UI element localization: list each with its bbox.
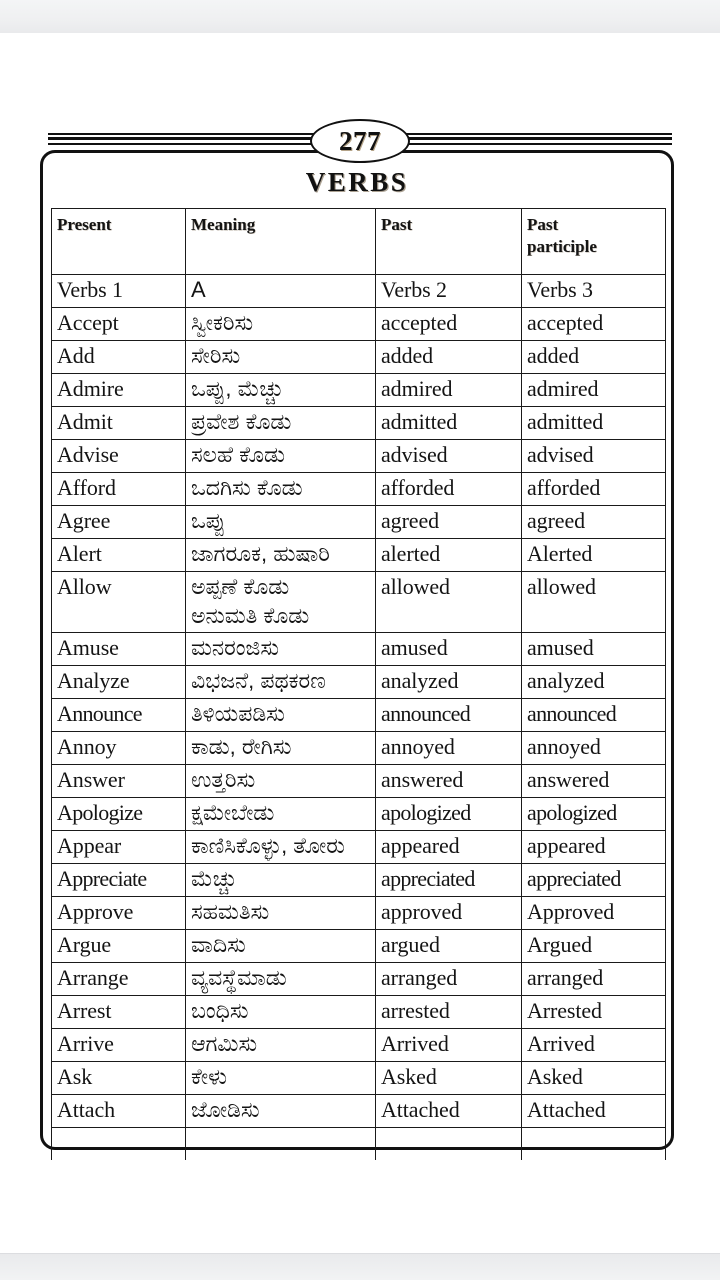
cell-present: Approve [52,897,186,930]
column-header-pp-line1: Past [527,215,559,234]
cell-meaning [186,798,376,831]
cell-past-participle: afforded [522,473,666,506]
cell-past-participle: amused [522,633,666,666]
cell-past-participle: apologized [522,798,666,831]
cell-present: Alert [52,539,186,572]
cell-past: accepted [376,308,522,341]
cell-past: Arrived [376,1029,522,1062]
spacer-cell [52,1128,186,1161]
meaning-line: A [191,277,206,302]
cell-present: Answer [52,765,186,798]
cell-present: Annoy [52,732,186,765]
meaning-line: ಸಹಮತಿಸು [191,899,270,925]
cell-present: Announce [52,699,186,732]
meaning-line: ಕಾಡು, ರೇಗಿಸು [191,734,292,760]
cell-meaning [186,930,376,963]
cell-present: Accept [52,308,186,341]
cell-present: Afford [52,473,186,506]
cell-past: analyzed [376,666,522,699]
table-row [52,374,666,407]
cell-present: Argue [52,930,186,963]
cell-meaning [186,341,376,374]
meaning-line: ಜಾಗರೂಕ, ಹುಷಾರಿ [191,541,330,566]
cell-past-participle: answered [522,765,666,798]
meaning-line: ಆಗಮಿಸು [191,1031,258,1057]
table-row [52,831,666,864]
cell-past-participle: admitted [522,407,666,440]
cell-meaning [186,473,376,506]
cell-meaning [186,572,376,633]
table-body [52,275,666,1161]
cell-present: Arrest [52,996,186,1029]
cell-meaning [186,996,376,1029]
cell-present: Amuse [52,633,186,666]
cell-past-participle: Argued [522,930,666,963]
cell-present: Admire [52,374,186,407]
cell-present: Attach [52,1095,186,1128]
cell-past-participle: arranged [522,963,666,996]
column-header-pp-line2: participle [527,236,597,256]
table-trailing-spacer [52,1128,666,1161]
meaning-line: ಒಪ್ಪು [191,508,226,533]
table-row [52,275,666,308]
table-row [52,633,666,666]
cell-past: arrested [376,996,522,1029]
table-row [52,1062,666,1095]
cell-present: Appreciate [52,864,186,897]
cell-meaning [186,831,376,864]
cell-past-participle: allowed [522,572,666,633]
cell-present: Appear [52,831,186,864]
cell-past-participle: Asked [522,1062,666,1095]
cell-past-participle: Verbs 3 [522,275,666,308]
cell-past-participle: Approved [522,897,666,930]
cell-present: Add [52,341,186,374]
meaning-line: ತಿಳಿಯಪಡಿಸು [191,701,285,727]
cell-present: Verbs 1 [52,275,186,308]
meaning-line: ಮೆಚ್ಚು [191,866,238,892]
content-frame [40,150,674,1150]
table-row [52,798,666,831]
cell-past: appreciated [376,864,522,897]
table-row [52,864,666,897]
meaning-line: ಸೇರಿಸು [191,343,241,368]
cell-meaning [186,765,376,798]
cell-meaning [186,1062,376,1095]
cell-meaning [186,506,376,539]
cell-meaning [186,1029,376,1062]
cell-past-participle: Arrived [522,1029,666,1062]
cell-meaning [186,407,376,440]
meaning-line: ಒಪ್ಪು, ಮೆಚ್ಚು [191,376,284,401]
cell-past: admired [376,374,522,407]
cell-present: Admit [52,407,186,440]
table-row [52,572,666,633]
table-row [52,765,666,798]
meaning-line: ಸ್ವೀಕರಿಸು [191,310,254,335]
cell-meaning [186,633,376,666]
meaning-line: ಪ್ರವೇಶ ಕೊಡು [191,409,292,434]
cell-present: Analyze [52,666,186,699]
cell-past-participle: admired [522,374,666,407]
meaning-line: ಜೋಡಿಸು [191,1097,260,1123]
cell-present: Advise [52,440,186,473]
cell-past-participle: advised [522,440,666,473]
page-number-badge [310,119,410,163]
verbs-table [51,208,666,1160]
meaning-line: ಮನರಂಜಿಸು [191,635,280,661]
table-row [52,963,666,996]
table-row [52,539,666,572]
cell-present: Agree [52,506,186,539]
table-row [52,407,666,440]
cell-past-participle: annoyed [522,732,666,765]
cell-past: arranged [376,963,522,996]
cell-meaning [186,699,376,732]
column-header-present: Present [52,209,186,275]
cell-present: Arrange [52,963,186,996]
cell-past: answered [376,765,522,798]
table-row [52,699,666,732]
cell-past: Attached [376,1095,522,1128]
table-row [52,473,666,506]
cell-meaning [186,275,376,308]
cell-past: afforded [376,473,522,506]
cell-meaning [186,666,376,699]
cell-meaning [186,1095,376,1128]
table-header-row [52,209,666,275]
cell-past: amused [376,633,522,666]
table-row [52,1095,666,1128]
meaning-line: ಉತ್ತರಿಸು [191,767,256,793]
cell-past: apologized [376,798,522,831]
cell-meaning [186,864,376,897]
meaning-line: ವ್ಯವಸ್ಥೆಮಾಡು [191,965,287,991]
cell-past: Asked [376,1062,522,1095]
cell-past: advised [376,440,522,473]
cell-past: approved [376,897,522,930]
meaning-line: ವಾದಿಸು [191,932,246,958]
meaning-line: ಒದಗಿಸು ಕೊಡು [191,475,303,500]
meaning-line: ವಿಭಜನೆ, ಪಥಕರಣ [191,668,326,694]
spacer-cell [522,1128,666,1161]
column-header-past: Past [376,209,522,275]
cell-past-participle: Attached [522,1095,666,1128]
spacer-cell [376,1128,522,1161]
cell-past: allowed [376,572,522,633]
cell-present: Arrive [52,1029,186,1062]
table-row [52,506,666,539]
cell-meaning [186,374,376,407]
meaning-line: ಅನುಮತಿ ಕೊಡು [191,602,310,628]
top-chrome-band [0,0,720,34]
cell-past: alerted [376,539,522,572]
meaning-line: ಕೇಳು [191,1064,228,1090]
cell-past-participle: appreciated [522,864,666,897]
cell-meaning [186,308,376,341]
page-sheet [0,33,720,1254]
cell-past: annoyed [376,732,522,765]
cell-past: argued [376,930,522,963]
cell-past: admitted [376,407,522,440]
table-row [52,897,666,930]
page-title: VERBS [305,167,409,197]
cell-meaning [186,440,376,473]
cell-past: added [376,341,522,374]
verbs-table-wrapper [43,208,671,1160]
cell-past-participle: accepted [522,308,666,341]
cell-past: agreed [376,506,522,539]
meaning-line: ಕ್ಷಮೇಬೇಡು [191,800,275,826]
cell-meaning [186,732,376,765]
cell-past-participle: added [522,341,666,374]
cell-past-participle: analyzed [522,666,666,699]
column-header-meaning: Meaning [186,209,376,275]
cell-past: appeared [376,831,522,864]
spacer-cell [186,1128,376,1161]
table-row [52,732,666,765]
table-row [52,666,666,699]
cell-meaning [186,897,376,930]
table-row [52,308,666,341]
table-head [52,209,666,275]
cell-meaning [186,963,376,996]
table-row [52,1029,666,1062]
meaning-line: ಅಪ್ಪಣೆ ಕೊಡು [191,574,290,599]
cell-past-participle: appeared [522,831,666,864]
meaning-line: ಸಲಹೆ ಕೊಡು [191,442,286,467]
cell-past-participle: Arrested [522,996,666,1029]
cell-past: announced [376,699,522,732]
meaning-line: ಬಂಧಿಸು [191,998,249,1024]
table-row [52,341,666,374]
bottom-chrome-band [0,1253,720,1280]
cell-past-participle: announced [522,699,666,732]
cell-present: Ask [52,1062,186,1095]
cell-present: Allow [52,572,186,633]
column-header-past-participle [522,209,666,275]
meaning-line: ಕಾಣಿಸಿಕೊಳ್ಳು, ತೋರು [191,833,345,859]
page-number: 277 [339,125,381,156]
cell-past-participle: Alerted [522,539,666,572]
table-row [52,930,666,963]
cell-present: Apologize [52,798,186,831]
cell-past-participle: agreed [522,506,666,539]
cell-meaning [186,539,376,572]
cell-past: Verbs 2 [376,275,522,308]
table-row [52,996,666,1029]
table-row [52,440,666,473]
